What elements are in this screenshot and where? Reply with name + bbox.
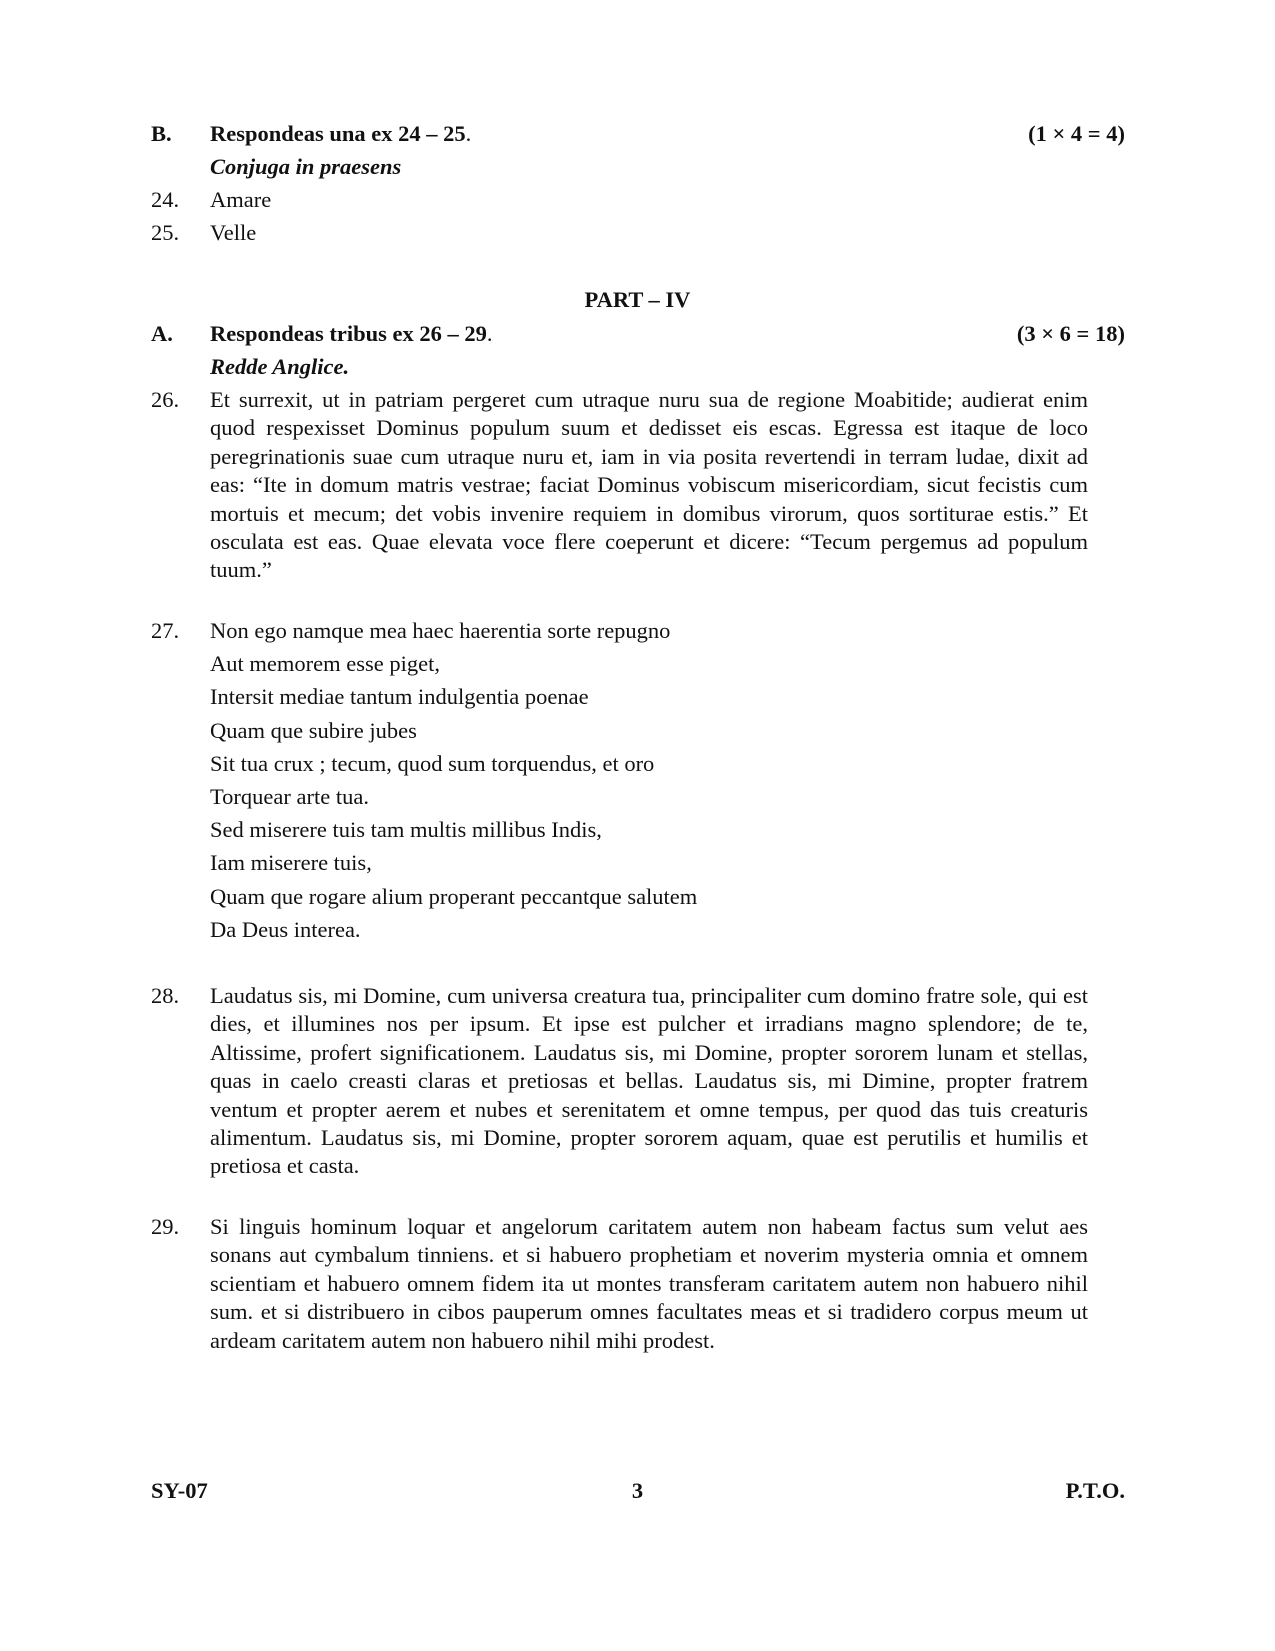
- footer-pto: P.T.O.: [1065, 1478, 1125, 1503]
- footer-page-number: 3: [631, 1478, 644, 1503]
- question-text: Amare: [210, 187, 272, 212]
- verse-line: Da Deus interea.: [210, 917, 361, 942]
- verse-line: Aut memorem esse piget,: [210, 651, 440, 676]
- section-subinstruction: Redde Anglice.: [210, 354, 350, 379]
- section-subinstruction: Conjuga in praesens: [210, 154, 402, 179]
- section-instruction: Respondeas una ex 24 – 25.: [210, 121, 472, 146]
- verse-line: Intersit mediae tantum indulgentia poenae: [210, 684, 589, 709]
- question-number: 27.: [151, 618, 180, 643]
- question-number: 24.: [151, 187, 180, 212]
- section-letter: B.: [151, 121, 172, 146]
- verse-line: Iam miserere tuis,: [210, 850, 372, 875]
- question-28-text: Laudatus sis, mi Domine, cum universa creatura tua, principaliter cum domino fratre sole, qui est dies, et illumines nos per ipsum. Et ipse est pulcher et irradians magno splendore; de te, Altissime, profert significationem. Laudatus sis, mi Domine, propter sororem lunam et stellas, quas in caelo creasti claras et pretiosas et bellas. Laudatus sis, mi Dimine, propter fratrem ventum et propter aerem et nubes et serenitatem et omne tempus, per quod das tuis creaturis alimentum. Laudatus sis, mi Domine, propter sororem aquam, quae est perutilis et humilis et pretiosa et casta.: [210, 983, 1089, 1179]
- footer-code: SY-07: [151, 1478, 208, 1503]
- question-number: 28.: [151, 983, 180, 1008]
- question-number: 26.: [151, 387, 180, 412]
- question-text: Velle: [210, 220, 257, 245]
- section-marks: (3 × 6 = 18): [1016, 321, 1125, 346]
- verse-line: Torquear arte tua.: [210, 784, 369, 809]
- question-number: 25.: [151, 220, 180, 245]
- verse-line: Non ego namque mea haec haerentia sorte repugno: [210, 618, 671, 643]
- question-29-text: Si linguis hominum loquar et angelorum caritatem autem non habeam factus sum velut aes sonans aut cymbalum tinniens. et si habuero prophetiam et noverim mysteria omnia et omnem scientiam et habuero omnem fidem ita ut montes transferam caritatem autem non habuero nihil sum. et si distribuero in cibos pauperum omnes facultates meas et si tradidero corpus meum ut ardeam caritatem autem non habuero nihil mihi prodest.: [210, 1214, 1088, 1353]
- part-heading: PART – IV: [584, 287, 691, 312]
- section-instruction: Respondeas tribus ex 26 – 29.: [210, 321, 493, 346]
- section-marks: (1 × 4 = 4): [1028, 121, 1125, 146]
- section-letter: A.: [151, 321, 173, 346]
- question-number: 29.: [151, 1214, 180, 1239]
- verse-line: Sit tua crux ; tecum, quod sum torquendus, et oro: [210, 751, 655, 776]
- question-26-text: Et surrexit, ut in patriam pergeret cum utraque nuru sua de regione Moabitide; audierat enim quod respexisset Dominus populum suum et dedisset eis escas. Egressa est itaque de loco peregrinationis suae cum utraque nuru et, iam in via posita revertendi in terram ludae, dixit ad eas: “Ite in domum matris vestrae; faciat Dominus vobiscum misericordiam, sicut fecistis cum mortuis et mecum; det vobis invenire requiem in domibus virorum, quos sortiturae estis.” Et osculata est eas. Quae elevata voce flere coeperunt et dicere: “Tecum pergemus ad populum tuum.”: [210, 387, 1089, 583]
- verse-line: Quam que subire jubes: [210, 718, 417, 743]
- verse-line: Sed miserere tuis tam multis millibus Indis,: [210, 817, 602, 842]
- verse-line: Quam que rogare alium properant peccantque salutem: [210, 884, 698, 909]
